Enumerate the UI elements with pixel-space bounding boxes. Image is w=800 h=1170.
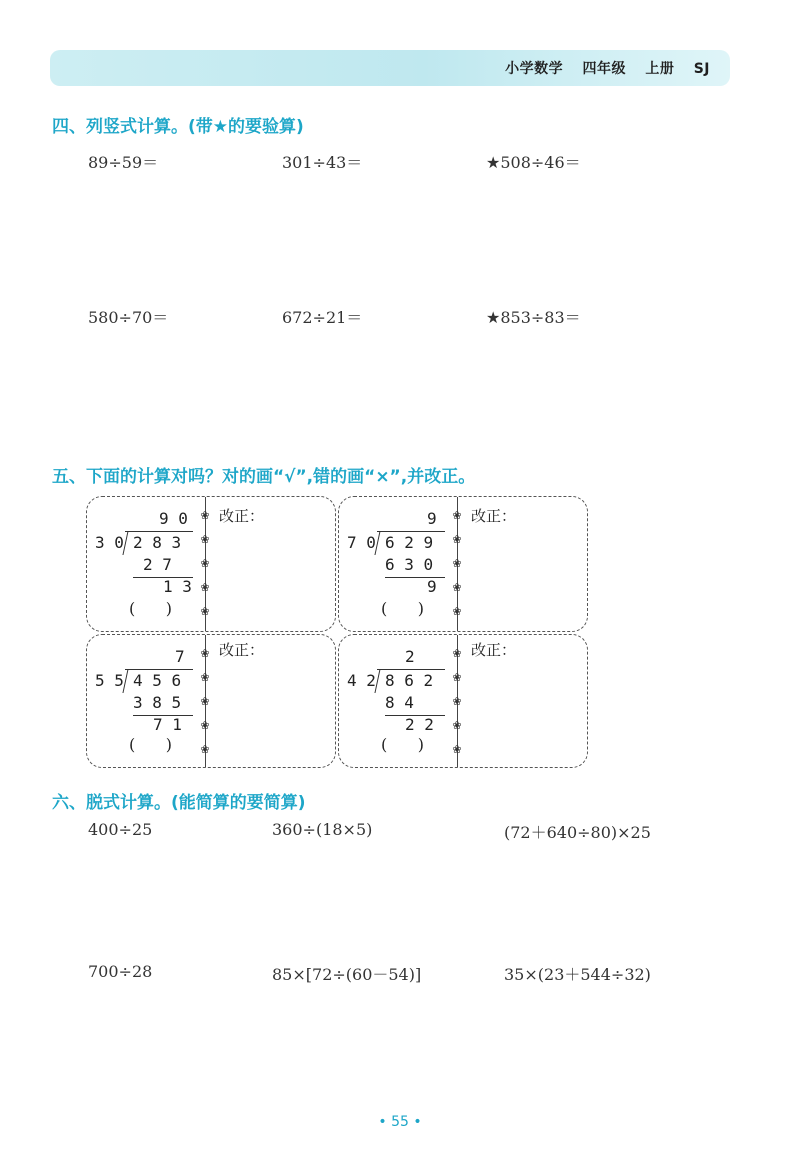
stepwise-calc-6: 35×(23＋544÷32) [504, 965, 651, 984]
header-subject: 小学数学 [505, 61, 564, 77]
spiral-icon: ❀ [452, 533, 462, 546]
correction-label: 改正： [471, 641, 517, 659]
product: 2 7 [143, 555, 172, 574]
vertical-calc-1: 89÷59＝ [88, 153, 159, 172]
stepwise-calc-4: 700÷28 [88, 962, 153, 981]
spiral-icon: ❀ [452, 695, 462, 708]
page-number: • 55 • [378, 1114, 422, 1130]
dividend: 8 6 2 [385, 671, 434, 690]
header-term: 上册 [645, 61, 675, 77]
judge-blank[interactable]: ( ) [381, 735, 424, 754]
quotient: 7 [175, 647, 185, 666]
spiral-icon: ❀ [452, 509, 462, 522]
divisor: 4 2 [347, 671, 376, 690]
product: 8 4 [385, 693, 414, 712]
remainder: 7 1 [153, 715, 182, 734]
check-box-3 [86, 634, 336, 768]
remainder: 9 [427, 577, 437, 596]
spiral-icon: ❀ [200, 509, 210, 522]
correction-label: 改正： [219, 641, 265, 659]
quotient: 9 0 [159, 509, 188, 528]
header-info [491, 58, 710, 78]
spiral-icon: ❀ [200, 719, 210, 732]
dividend: 2 8 3 [133, 533, 182, 552]
spiral-icon: ❀ [452, 581, 462, 594]
stepwise-calc-3: (72＋640÷80)×25 [504, 823, 651, 842]
remainder: 1 3 [163, 577, 192, 596]
vertical-calc-2: 301÷43＝ [282, 153, 363, 172]
section-5-title: 五、下面的计算对吗？对的画“√”,错的画“×”,并改正。 [52, 467, 476, 487]
correction-label: 改正： [219, 507, 265, 525]
remainder: 2 2 [405, 715, 434, 734]
division-bar [377, 669, 445, 670]
divisor: 3 0 [95, 533, 124, 552]
spiral-icon: ❀ [200, 695, 210, 708]
header-band [50, 50, 730, 86]
section-4-title: 四、列竖式计算。(带★的要验算) [52, 117, 304, 137]
header-edition: SJ [693, 61, 710, 77]
stepwise-calc-1: 400÷25 [88, 820, 153, 839]
check-box-1 [86, 496, 336, 632]
division-bar [125, 669, 193, 670]
correction-label: 改正： [471, 507, 517, 525]
vertical-calc-3: ★508÷46＝ [486, 153, 581, 172]
judge-blank[interactable]: ( ) [129, 735, 172, 754]
quotient: 2 [405, 647, 415, 666]
spiral-icon: ❀ [200, 533, 210, 546]
spiral-icon: ❀ [452, 605, 462, 618]
quotient: 9 [427, 509, 437, 528]
vertical-calc-6: ★853÷83＝ [486, 308, 581, 327]
stepwise-calc-5: 85×[72÷(60－54)] [272, 965, 422, 984]
section-6-title: 六、脱式计算。(能简算的要简算) [52, 793, 306, 813]
spiral-icon: ❀ [452, 671, 462, 684]
divisor: 7 0 [347, 533, 376, 552]
spiral-icon: ❀ [452, 557, 462, 570]
judge-blank[interactable]: ( ) [129, 599, 172, 618]
spiral-icon: ❀ [452, 743, 462, 756]
division-bar [377, 531, 445, 532]
vertical-calc-5: 672÷21＝ [282, 308, 363, 327]
vertical-calc-4: 580÷70＝ [88, 308, 169, 327]
product: 6 3 0 [385, 555, 434, 574]
spiral-icon: ❀ [200, 647, 210, 660]
spiral-icon: ❀ [200, 581, 210, 594]
spiral-icon: ❀ [200, 605, 210, 618]
stepwise-calc-2: 360÷(18×5) [272, 820, 373, 839]
spiral-icon: ❀ [200, 671, 210, 684]
spiral-icon: ❀ [452, 719, 462, 732]
dividend: 4 5 6 [133, 671, 182, 690]
divisor: 5 5 [95, 671, 124, 690]
product: 3 8 5 [133, 693, 182, 712]
spiral-icon: ❀ [200, 557, 210, 570]
judge-blank[interactable]: ( ) [381, 599, 424, 618]
spiral-icon: ❀ [452, 647, 462, 660]
spiral-icon: ❀ [200, 743, 210, 756]
check-box-2 [338, 496, 588, 632]
dividend: 6 2 9 [385, 533, 434, 552]
header-grade: 四年级 [582, 61, 626, 77]
check-box-4 [338, 634, 588, 768]
division-bar [125, 531, 193, 532]
